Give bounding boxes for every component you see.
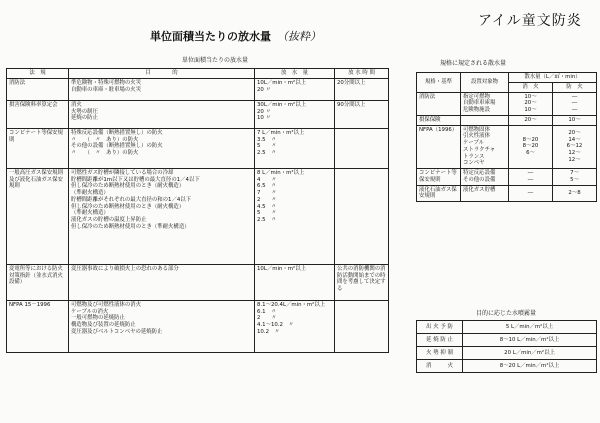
table-row xyxy=(417,125,597,169)
fire-value: 6～ xyxy=(526,150,535,157)
fire-cell xyxy=(509,169,553,186)
prevent-value: 12～ xyxy=(568,150,581,157)
regs-table-caption: 規格に規定される散水量 xyxy=(440,60,507,67)
purpose-table xyxy=(416,320,597,373)
table-row xyxy=(417,321,597,334)
amount-line: 30L／min・m²以上 xyxy=(257,101,307,108)
object-line: 液化ガス貯槽 xyxy=(463,186,496,193)
amount-line: 8 L／min・m²以上 xyxy=(257,169,305,176)
table-row xyxy=(7,78,389,100)
object-line: 引火性液体 xyxy=(463,133,490,140)
fire-cell xyxy=(509,125,553,169)
object-line: 自動車車庫場 xyxy=(463,100,496,107)
purpose-line: 変圧器及びベルトコンベヤの延焼防止 xyxy=(71,328,163,335)
purpose-label: 延 焼 防 止 xyxy=(417,334,463,347)
purpose-line: 〃 （ 〃 あり）の防火 xyxy=(71,150,139,156)
amount-cell xyxy=(255,78,335,100)
amount-line: 2 〃 xyxy=(257,315,277,322)
prevent-cell xyxy=(553,185,597,202)
amount-line: 6.5 〃 xyxy=(257,183,277,190)
table-row xyxy=(7,100,389,128)
prevent-value: 5～ xyxy=(570,176,579,183)
purpose-line: （準耐火構造） xyxy=(71,210,109,217)
table-row xyxy=(417,360,597,373)
amount-line: 5 〃 xyxy=(257,143,277,150)
purpose-line: その他の設備（断熱措置無し）の防火 xyxy=(71,143,163,150)
prevent-value: ― xyxy=(571,100,578,107)
purpose-line: 液化ガスの貯槽の温度上昇防止 xyxy=(71,217,147,223)
prevent-value: 6～12 xyxy=(566,143,583,150)
amount-line: 6.1 〃 xyxy=(257,308,277,315)
amount-line: 2 〃 xyxy=(257,196,277,203)
purpose-line: 可燃性ガス貯槽が隣接している場合の冷却 xyxy=(71,169,174,176)
fire-value: ― xyxy=(527,170,534,176)
law-cell: NFPA 15－1996 xyxy=(7,300,69,352)
purpose-label: 出 火 予 防 xyxy=(417,321,463,334)
title-note: （抜粋） xyxy=(277,30,321,43)
main-table-caption: 単位面積当たりの放水量 xyxy=(182,57,249,64)
purpose-line: 貯槽間距離が1m以下又は貯槽の最大直径の1／4以下 xyxy=(71,176,200,183)
purpose-cell xyxy=(69,300,255,352)
prevent-cell xyxy=(553,92,597,115)
purpose-cell xyxy=(69,128,255,168)
purpose-line: 消火 xyxy=(71,101,82,108)
prevent-cell xyxy=(553,169,597,186)
amount-line: 5 〃 xyxy=(257,210,277,217)
amount-line: 4.1～10.2 〃 xyxy=(257,322,294,328)
brand-logo-text: アイル童文防炎 xyxy=(478,13,582,29)
amount-line: 4.5 〃 xyxy=(257,203,277,210)
purpose-line: 構造物及び装置の延焼防止 xyxy=(71,322,136,328)
purpose-line: 但し保冷のため断熱材使用のとき（準耐火構造） xyxy=(71,223,190,230)
amount-cell xyxy=(255,128,335,168)
time-cell xyxy=(335,300,389,352)
fire-value: 20～ xyxy=(524,116,537,123)
table-row xyxy=(7,128,389,168)
purpose-line: 特殊反応設備（断熱措置無し）の防火 xyxy=(71,129,163,136)
header-purpose: 目 的 xyxy=(69,69,255,79)
main-table-header-row xyxy=(7,69,389,79)
amount-line: 10L／min・m²以上 xyxy=(257,79,307,86)
amount-line: 10L／min・m²以上 xyxy=(257,265,307,272)
amount-line: 3.5 〃 xyxy=(257,136,277,143)
time-cell: 公共の消防機関の消防活動開始までの時間を考慮して決定する xyxy=(335,264,389,300)
object-line: 危険物施設 xyxy=(463,107,490,113)
law-cell: 損害保険料率算定会 xyxy=(7,100,69,128)
header-law: 法 規 xyxy=(7,69,69,79)
amount-cell xyxy=(255,300,335,352)
table-row xyxy=(417,115,597,125)
amount-line: 10.2 〃 xyxy=(257,328,280,335)
regs-header-row xyxy=(417,73,597,83)
purpose-line: 自動車の車庫・駐車場の火災 xyxy=(71,86,142,93)
objects-cell xyxy=(461,169,509,186)
amount-cell xyxy=(255,264,335,300)
objects-cell xyxy=(461,92,509,115)
main-table xyxy=(6,68,389,353)
prevent-value: ― xyxy=(571,107,578,113)
law-cell: 消防法 xyxy=(7,78,69,100)
amount-line: 20 〃 xyxy=(257,86,271,93)
purpose-value: 8～20 L／min／m²以上 xyxy=(463,360,597,373)
time-cell xyxy=(335,168,389,264)
amount-line: 10 〃 xyxy=(257,115,271,122)
regs-table xyxy=(416,72,597,202)
fire-value: 10～ xyxy=(524,93,537,100)
object-line: ストラクチャ xyxy=(463,146,496,153)
regs-header-prevent: 防 火 xyxy=(553,82,597,92)
table-row xyxy=(417,185,597,202)
regs-header-std: 規格・基準 xyxy=(417,73,461,93)
law-cell: 変電所等における防火対策指針（並水式消火設備） xyxy=(7,264,69,300)
std-cell: 液化石油ガス保安規則 xyxy=(417,185,461,202)
regs-header-objects: 設置対象物 xyxy=(461,73,509,93)
amount-line: 8.1～20.4L／min・m²以上 xyxy=(257,301,326,308)
table-row xyxy=(7,168,389,264)
fire-value: 8～20 xyxy=(522,136,539,143)
purpose-value: 20 L／min／m²以上 xyxy=(463,347,597,360)
table-row xyxy=(417,169,597,186)
law-cell: 一般高圧ガス保安規則及び液化石油ガス保安規則 xyxy=(7,168,69,264)
time-cell xyxy=(335,128,389,168)
purpose-line: 貯槽間距離がそれぞれの最大直径の和の1／4以下 xyxy=(71,196,192,203)
fire-value: 20～ xyxy=(524,100,537,107)
amount-line: 7 L／min・m²以上 xyxy=(257,129,305,136)
law-cell: コンビナート等保安規則 xyxy=(7,128,69,168)
header-amount: 放 水 量 xyxy=(255,69,335,79)
objects-cell xyxy=(461,185,509,202)
purpose-line: 準危険物・特殊可燃物の火災 xyxy=(71,79,142,86)
prevent-value: 10～ xyxy=(568,116,581,123)
header-time: 放 水 時 間 xyxy=(335,69,389,79)
purpose-line: 但し保冷のため断熱材使用のとき（耐火構造） xyxy=(71,183,185,190)
time-cell: 20分間以上 xyxy=(335,78,389,100)
purpose-table-caption: 目的に応じた水噴霧量 xyxy=(476,310,537,317)
purpose-line: ケーブルの消火 xyxy=(71,308,109,315)
purpose-line: 〃 （ 〃 あり）の防火 xyxy=(71,136,139,143)
prevent-value: 14～ xyxy=(568,136,581,143)
regs-header-fire: 消 火 xyxy=(509,82,553,92)
table-row xyxy=(7,300,389,352)
amount-cell xyxy=(255,168,335,264)
purpose-cell xyxy=(69,78,255,100)
purpose-line: 延焼の防止 xyxy=(71,115,98,122)
amount-line: 7 〃 xyxy=(257,190,277,196)
page-title xyxy=(150,28,321,44)
amount-line: 4 〃 xyxy=(257,176,277,183)
purpose-line: 火勢の制圧 xyxy=(71,108,98,115)
prevent-value: 12～ xyxy=(568,156,581,163)
fire-value: ― xyxy=(527,176,534,183)
fire-cell xyxy=(509,185,553,202)
object-line: 指定可燃物 xyxy=(463,93,490,100)
prevent-cell xyxy=(553,125,597,169)
object-line: 特定反応設備 xyxy=(463,170,496,176)
objects-cell xyxy=(461,125,509,169)
fire-value: 10～ xyxy=(524,107,537,113)
purpose-value: 8～10 L／min／m²以上 xyxy=(463,334,597,347)
amount-cell xyxy=(255,100,335,128)
table-row xyxy=(417,334,597,347)
title-text: 単位面積当たりの放水量 xyxy=(150,30,271,43)
purpose-cell xyxy=(69,100,255,128)
std-cell: 損保保険 xyxy=(417,115,461,125)
prevent-value: 2～8 xyxy=(568,189,581,196)
purpose-label: 消 火 xyxy=(417,360,463,373)
objects-cell xyxy=(461,115,509,125)
purpose-value: 5 L／min／m²以上 xyxy=(463,321,597,334)
prevent-value: 20～ xyxy=(568,129,581,136)
purpose-line: 変圧器事故により破損火上の恐れのある部分 xyxy=(71,265,179,272)
purpose-cell xyxy=(69,264,255,300)
purpose-line: （準耐火構造） xyxy=(71,190,109,196)
time-cell: 90分間以上 xyxy=(335,100,389,128)
fire-value: ― xyxy=(527,189,534,196)
fire-cell xyxy=(509,92,553,115)
amount-line: 20 〃 xyxy=(257,108,271,115)
amount-line: 2.5 〃 xyxy=(257,150,277,156)
object-line: ケーブル xyxy=(463,140,485,146)
object-line: トランス xyxy=(463,153,485,160)
table-row xyxy=(417,347,597,360)
prevent-value: ― xyxy=(571,93,578,100)
std-cell: コンビナート等保安規則 xyxy=(417,169,461,186)
prevent-cell xyxy=(553,115,597,125)
purpose-line: 一般可燃物の延焼防止 xyxy=(71,315,125,322)
object-line: 可燃物固体 xyxy=(463,126,490,133)
fire-cell xyxy=(509,115,553,125)
std-cell: NFPA（1996） xyxy=(417,125,461,169)
table-row xyxy=(7,264,389,300)
object-line: コンベヤ xyxy=(463,160,485,167)
object-line: その他の設備 xyxy=(463,176,496,183)
table-row xyxy=(417,92,597,115)
std-cell: 消防法 xyxy=(417,92,461,115)
fire-value: 8～20 xyxy=(522,143,539,150)
purpose-line: 但し保冷のため断熱材使用のとき（耐火構造） xyxy=(71,203,185,210)
amount-line: 2.5 〃 xyxy=(257,217,277,223)
purpose-cell xyxy=(69,168,255,264)
prevent-value: 7～ xyxy=(570,170,579,176)
purpose-label: 火 勢 抑 制 xyxy=(417,347,463,360)
regs-header-quantity: 散水量（L／㎡・min） xyxy=(509,73,597,83)
purpose-line: 可燃物及び可燃性液体の消火 xyxy=(71,301,142,308)
